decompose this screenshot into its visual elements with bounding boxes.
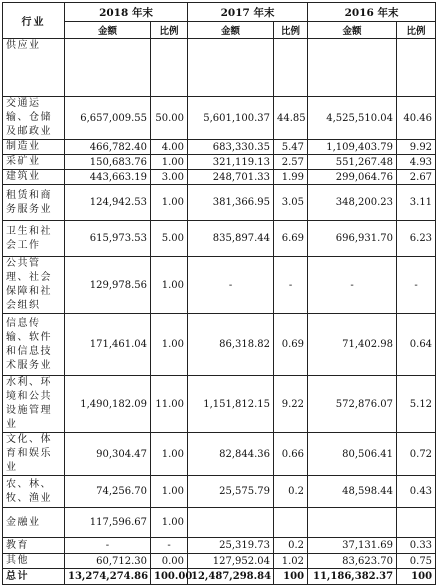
ratio-cell: 0.69 xyxy=(274,314,308,376)
ratio-cell xyxy=(397,508,436,538)
table-row xyxy=(3,554,436,569)
ratio-cell: 1.00 xyxy=(151,433,188,476)
ratio-cell: 0.2 xyxy=(274,538,308,554)
table-row xyxy=(3,476,436,508)
industry-distribution-table xyxy=(2,2,436,585)
ratio-cell: 6.23 xyxy=(397,221,436,257)
header-ratio: 比例 xyxy=(397,22,436,39)
ratio-cell: 1.00 xyxy=(151,185,188,221)
ratio-cell: - xyxy=(151,538,188,554)
industry-cell: 农、林、牧、渔业 xyxy=(3,476,65,508)
industry-cell: 教育 xyxy=(3,538,65,554)
table-row xyxy=(3,221,436,257)
industry-cell: 制造业 xyxy=(3,140,65,155)
amount-cell: 83,623.70 xyxy=(308,554,397,569)
industry-cell: 建筑业 xyxy=(3,170,65,185)
ratio-cell: 0.64 xyxy=(397,314,436,376)
amount-cell xyxy=(308,39,397,97)
amount-cell: 82,844.36 xyxy=(188,433,274,476)
table-row xyxy=(3,97,436,140)
amount-cell xyxy=(188,508,274,538)
amount-cell: 683,330.35 xyxy=(188,140,274,155)
table-row xyxy=(3,376,436,433)
industry-cell: 租赁和商务服务业 xyxy=(3,185,65,221)
amount-cell xyxy=(188,39,274,97)
ratio-cell: 0.72 xyxy=(397,433,436,476)
amount-cell: 117,596.67 xyxy=(65,508,151,538)
ratio-cell: 0.00 xyxy=(151,554,188,569)
ratio-cell: 0.75 xyxy=(397,554,436,569)
amount-cell: 74,256.70 xyxy=(65,476,151,508)
amount-cell: 171,461.04 xyxy=(65,314,151,376)
ratio-cell: 40.46 xyxy=(397,97,436,140)
ratio-cell: 4.93 xyxy=(397,155,436,170)
industry-cell: 采矿业 xyxy=(3,155,65,170)
ratio-cell xyxy=(151,39,188,97)
amount-cell: 551,267.48 xyxy=(308,155,397,170)
ratio-cell: 3.11 xyxy=(397,185,436,221)
ratio-cell: 1.00 xyxy=(151,508,188,538)
ratio-cell: 9.22 xyxy=(274,376,308,433)
amount-cell: 1,109,403.79 xyxy=(308,140,397,155)
ratio-cell xyxy=(274,508,308,538)
amount-cell: 466,782.40 xyxy=(65,140,151,155)
ratio-cell: 5.12 xyxy=(397,376,436,433)
amount-cell: 127,952.04 xyxy=(188,554,274,569)
ratio-cell: 1.00 xyxy=(151,257,188,314)
amount-cell: 1,490,182.09 xyxy=(65,376,151,433)
ratio-cell: - xyxy=(274,257,308,314)
amount-cell xyxy=(308,508,397,538)
amount-cell: 129,978.56 xyxy=(65,257,151,314)
ratio-cell: 1.00 xyxy=(151,314,188,376)
amount-cell: 348,200.23 xyxy=(308,185,397,221)
amount-cell: 25,575.79 xyxy=(188,476,274,508)
header-amount: 金额 xyxy=(308,22,397,39)
ratio-cell: 3.05 xyxy=(274,185,308,221)
amount-cell: 86,318.82 xyxy=(188,314,274,376)
industry-cell: 水利、环境和公共设施管理业 xyxy=(3,376,65,433)
table-row xyxy=(3,538,436,554)
amount-cell: 321,119.13 xyxy=(188,155,274,170)
table-row xyxy=(3,170,436,185)
amount-cell: 60,712.30 xyxy=(65,554,151,569)
amount-cell xyxy=(65,39,151,97)
ratio-cell: 5.00 xyxy=(151,221,188,257)
ratio-cell: 1.00 xyxy=(151,155,188,170)
ratio-cell: 4.00 xyxy=(151,140,188,155)
ratio-cell: 6.69 xyxy=(274,221,308,257)
amount-cell: 25,319.73 xyxy=(188,538,274,554)
industry-cell: 总计 xyxy=(3,569,65,585)
industry-cell: 供应业 xyxy=(3,39,65,97)
ratio-cell xyxy=(397,39,436,97)
table-row xyxy=(3,569,436,585)
ratio-cell: 100 xyxy=(397,569,436,585)
ratio-cell: 100 xyxy=(274,569,308,585)
amount-cell: 615,973.53 xyxy=(65,221,151,257)
table-row xyxy=(3,140,436,155)
amount-cell: 248,701.33 xyxy=(188,170,274,185)
header-year-2017: 2017 年末 xyxy=(188,3,308,22)
ratio-cell: 5.47 xyxy=(274,140,308,155)
ratio-cell: 1.02 xyxy=(274,554,308,569)
ratio-cell: 3.00 xyxy=(151,170,188,185)
industry-cell: 交通运输、仓储及邮政业 xyxy=(3,97,65,140)
amount-cell: 835,897.44 xyxy=(188,221,274,257)
ratio-cell: 50.00 xyxy=(151,97,188,140)
ratio-cell: 0.43 xyxy=(397,476,436,508)
amount-cell: 696,931.70 xyxy=(308,221,397,257)
amount-cell: - xyxy=(65,538,151,554)
table-row xyxy=(3,314,436,376)
amount-cell: 13,274,274.86 xyxy=(65,569,151,585)
amount-cell: 299,064.76 xyxy=(308,170,397,185)
amount-cell: 71,402.98 xyxy=(308,314,397,376)
industry-cell: 卫生和社会工作 xyxy=(3,221,65,257)
amount-cell: - xyxy=(308,257,397,314)
amount-cell: 12,487,298.84 xyxy=(188,569,274,585)
amount-cell: 124,942.53 xyxy=(65,185,151,221)
amount-cell: 572,876.07 xyxy=(308,376,397,433)
amount-cell: 48,598.44 xyxy=(308,476,397,508)
ratio-cell: 0.66 xyxy=(274,433,308,476)
ratio-cell xyxy=(274,39,308,97)
ratio-cell: 11.00 xyxy=(151,376,188,433)
table-row xyxy=(3,257,436,314)
header-amount: 金额 xyxy=(65,22,151,39)
ratio-cell: 2.57 xyxy=(274,155,308,170)
ratio-cell: 2.67 xyxy=(397,170,436,185)
amount-cell: 381,366.95 xyxy=(188,185,274,221)
table-row xyxy=(3,508,436,538)
amount-cell: 1,151,812.15 xyxy=(188,376,274,433)
header-year-2016: 2016 年末 xyxy=(308,3,436,22)
header-ratio: 比例 xyxy=(274,22,308,39)
table-row xyxy=(3,433,436,476)
amount-cell: 150,683.76 xyxy=(65,155,151,170)
table-row xyxy=(3,185,436,221)
header-row-years xyxy=(3,3,436,22)
ratio-cell: 1.99 xyxy=(274,170,308,185)
amount-cell: 5,601,100.37 xyxy=(188,97,274,140)
header-industry: 行业 xyxy=(3,3,65,39)
amount-cell: 6,657,009.55 xyxy=(65,97,151,140)
industry-cell: 其他 xyxy=(3,554,65,569)
header-amount: 金额 xyxy=(188,22,274,39)
amount-cell: 4,525,510.04 xyxy=(308,97,397,140)
ratio-cell: 9.92 xyxy=(397,140,436,155)
table-body xyxy=(3,3,436,585)
header-year-2018: 2018 年末 xyxy=(65,3,188,22)
amount-cell: 80,506.41 xyxy=(308,433,397,476)
ratio-cell: 1.00 xyxy=(151,476,188,508)
industry-cell: 金融业 xyxy=(3,508,65,538)
amount-cell: 443,663.19 xyxy=(65,170,151,185)
table-row xyxy=(3,155,436,170)
amount-cell: 37,131.69 xyxy=(308,538,397,554)
ratio-cell: 100.00 xyxy=(151,569,188,585)
header-row-sub xyxy=(3,22,436,39)
industry-cell: 文化、体育和娱乐业 xyxy=(3,433,65,476)
amount-cell: 11,186,382.37 xyxy=(308,569,397,585)
ratio-cell: 0.33 xyxy=(397,538,436,554)
table-row xyxy=(3,39,436,97)
ratio-cell: 0.2 xyxy=(274,476,308,508)
amount-cell: 90,304.47 xyxy=(65,433,151,476)
ratio-cell: 44.85 xyxy=(274,97,308,140)
ratio-cell: - xyxy=(397,257,436,314)
industry-cell: 信息传输、软件和信息技术服务业 xyxy=(3,314,65,376)
industry-cell: 公共管理、社会保障和社会组织 xyxy=(3,257,65,314)
header-ratio: 比例 xyxy=(151,22,188,39)
amount-cell: - xyxy=(188,257,274,314)
